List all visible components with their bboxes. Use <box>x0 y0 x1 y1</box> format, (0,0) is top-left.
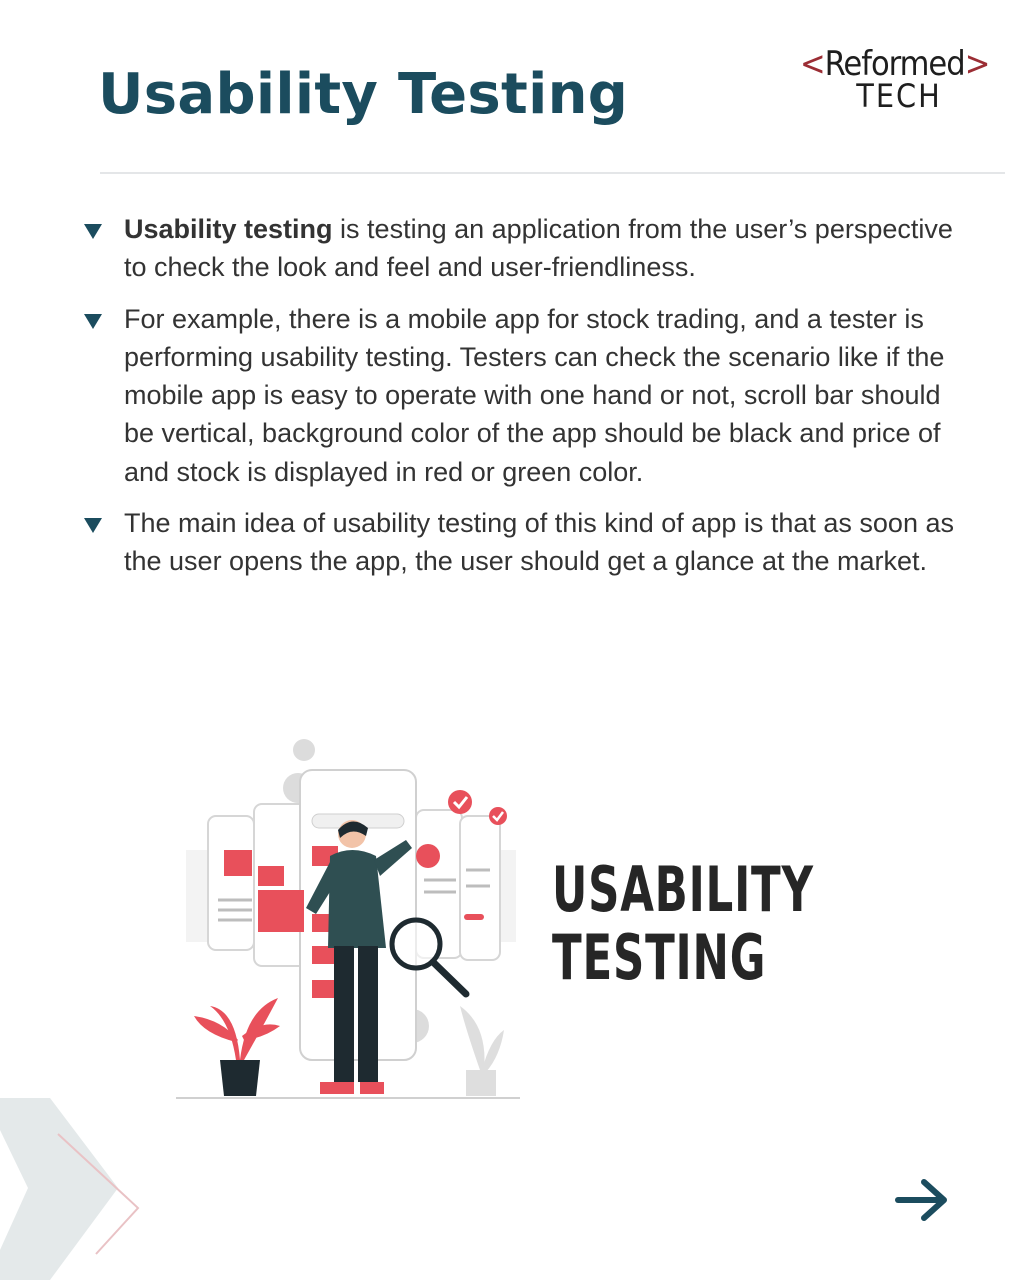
check-badge-icon <box>448 790 472 814</box>
bullet-item <box>84 504 974 581</box>
phone-screen-back-left <box>208 816 254 950</box>
bullet-list <box>84 210 974 594</box>
bullet-item <box>84 210 974 287</box>
plant-icon <box>194 998 280 1096</box>
brand-logo <box>800 44 990 124</box>
bullet-item <box>84 300 974 491</box>
usability-testing-illustration <box>170 730 530 1110</box>
page-title: Usability Testing <box>98 62 629 127</box>
bullet-text: is testing an application from the user’s perspective to check the look and feel and user-friendliness. <box>124 214 953 283</box>
triangle-bullet-icon <box>84 224 102 239</box>
phone-screen-back-right <box>460 816 500 960</box>
triangle-bullet-icon <box>84 314 102 329</box>
illustration-label-line1: USABILITY <box>552 853 814 926</box>
arrow-right-icon[interactable] <box>892 1176 952 1224</box>
triangle-bullet-icon <box>84 518 102 533</box>
header-divider <box>100 172 1005 174</box>
bullet-text: The main idea of usability testing of this kind of app is that as soon as the user opens the app, the user should get a glance at the market. <box>124 508 954 577</box>
bullet-bold-text: Usability testing <box>124 214 333 244</box>
check-badge-icon-small <box>489 807 507 825</box>
grey-plant-icon <box>460 1006 504 1096</box>
logo-subword: TECH <box>856 77 942 115</box>
logo-open-bracket: < <box>800 44 825 84</box>
illustration-label <box>552 853 814 994</box>
logo-word: Reformed <box>824 44 965 84</box>
corner-chevron-decoration <box>0 1090 150 1280</box>
logo-close-bracket: > <box>964 44 990 84</box>
bullet-text: For example, there is a mobile app for stock trading, and a tester is performing usability testing. Testers can check the scenario like if the mobile app is easy to operate with one hand or not, scroll bar should be vertical, background color of the app should be black and price of and stock is displayed in red or green color. <box>124 303 945 487</box>
illustration-label-line2: TESTING <box>552 921 767 994</box>
red-bar <box>464 914 484 920</box>
user-avatar-icon <box>416 844 440 868</box>
